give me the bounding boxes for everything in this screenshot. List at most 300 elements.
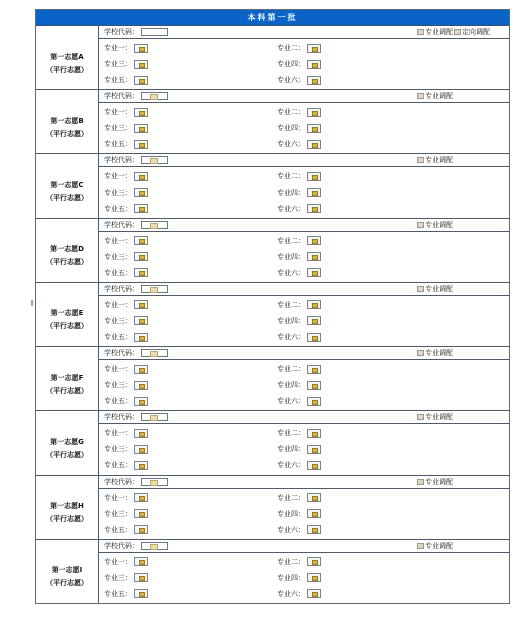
group-subtitle: （平行志愿） <box>46 579 88 588</box>
major-label: 专业六： <box>277 589 305 598</box>
major-field-4 <box>272 252 321 262</box>
adjust-checkbox-icon[interactable] <box>417 543 424 549</box>
volunteer-group <box>36 219 509 283</box>
volunteer-groups <box>36 26 509 603</box>
school-code-row <box>99 26 509 39</box>
adjust-checkbox-icon[interactable] <box>417 350 424 356</box>
group-label <box>36 154 99 217</box>
major-field-1 <box>99 300 272 310</box>
major-rows <box>99 103 509 153</box>
major-rows <box>99 296 509 346</box>
adjust-checkbox-icon[interactable] <box>417 479 424 485</box>
adjust-checkbox-icon[interactable] <box>417 29 424 35</box>
group-label <box>36 411 99 474</box>
group-subtitle: （平行志愿） <box>46 129 88 138</box>
major-field-4 <box>272 123 321 133</box>
adjust-options <box>417 348 453 358</box>
major-field-3 <box>99 123 272 133</box>
major-picker-icon[interactable] <box>307 188 321 197</box>
major-field-4 <box>272 444 321 454</box>
major-picker-icon[interactable] <box>134 461 148 470</box>
major-field-2 <box>272 428 321 438</box>
school-code-input[interactable] <box>141 413 168 421</box>
school-code-input[interactable] <box>141 542 168 550</box>
group-label <box>36 90 99 153</box>
major-field-1 <box>99 43 272 53</box>
major-field-5 <box>99 204 272 214</box>
major-picker-icon[interactable] <box>307 172 321 181</box>
major-row <box>99 427 509 439</box>
directed-checkbox-icon[interactable] <box>454 29 461 35</box>
major-field-6 <box>272 460 321 470</box>
major-field-3 <box>99 573 272 583</box>
major-label: 专业一： <box>104 365 132 374</box>
major-picker-icon[interactable] <box>307 300 321 309</box>
major-row <box>99 379 509 391</box>
group-fields <box>99 411 509 474</box>
group-subtitle: （平行志愿） <box>46 515 88 524</box>
major-label: 专业一： <box>104 236 132 245</box>
major-label: 专业四： <box>277 316 305 325</box>
major-picker-icon[interactable] <box>307 493 321 502</box>
major-label: 专业三： <box>104 60 132 69</box>
major-label: 专业五： <box>104 333 132 342</box>
major-label: 专业五： <box>104 589 132 598</box>
group-label <box>36 219 99 282</box>
major-row <box>99 187 509 199</box>
major-picker-icon[interactable] <box>307 60 321 69</box>
group-subtitle: （平行志愿） <box>46 65 88 74</box>
major-field-6 <box>272 204 321 214</box>
major-picker-icon[interactable] <box>134 573 148 582</box>
school-code-label: 学校代码： <box>104 477 139 486</box>
major-label: 专业一： <box>104 44 132 53</box>
major-label: 专业三： <box>104 381 132 390</box>
major-field-5 <box>99 139 272 149</box>
major-label: 专业三： <box>104 124 132 133</box>
school-code-label: 学校代码： <box>104 284 139 293</box>
group-title: 第一志愿E <box>50 309 84 318</box>
major-adjust-label: 专业调配 <box>425 28 453 36</box>
major-label: 专业六： <box>277 333 305 342</box>
major-picker-icon[interactable] <box>307 76 321 85</box>
adjust-checkbox-icon[interactable] <box>417 93 424 99</box>
major-field-5 <box>99 589 272 599</box>
major-field-1 <box>99 364 272 374</box>
major-field-6 <box>272 332 321 342</box>
major-picker-icon[interactable] <box>134 429 148 438</box>
school-code-input[interactable] <box>141 221 168 229</box>
major-picker-icon[interactable] <box>307 589 321 598</box>
group-fields <box>99 90 509 153</box>
major-field-6 <box>272 268 321 278</box>
adjust-options <box>417 155 453 165</box>
major-picker-icon[interactable] <box>307 573 321 582</box>
major-row <box>99 508 509 520</box>
school-code-row <box>99 283 509 296</box>
major-picker-icon[interactable] <box>307 108 321 117</box>
major-label: 专业二： <box>277 108 305 117</box>
major-rows <box>99 39 509 89</box>
school-code-input[interactable] <box>141 156 168 164</box>
major-field-1 <box>99 236 272 246</box>
group-title: 第一志愿H <box>50 502 84 511</box>
major-picker-icon[interactable] <box>307 252 321 261</box>
major-label: 专业四： <box>277 124 305 133</box>
major-picker-icon[interactable] <box>134 268 148 277</box>
group-title: 第一志愿B <box>50 116 84 125</box>
major-label: 专业一： <box>104 172 132 181</box>
major-row <box>99 459 509 471</box>
major-picker-icon[interactable] <box>134 381 148 390</box>
major-field-6 <box>272 525 321 535</box>
school-code-label: 学校代码： <box>104 220 139 229</box>
group-subtitle: （平行志愿） <box>46 322 88 331</box>
school-code-input[interactable] <box>141 92 168 100</box>
major-label: 专业四： <box>277 381 305 390</box>
major-label: 专业四： <box>277 188 305 197</box>
major-field-2 <box>272 300 321 310</box>
major-field-3 <box>99 316 272 326</box>
major-adjust-label: 专业调配 <box>425 477 453 486</box>
major-picker-icon[interactable] <box>307 445 321 454</box>
group-title: 第一志愿I <box>51 566 83 575</box>
major-row <box>99 74 509 86</box>
major-row <box>99 363 509 375</box>
volunteer-group <box>36 283 509 347</box>
major-field-2 <box>272 557 321 567</box>
school-code-row <box>99 411 509 424</box>
major-label: 专业六： <box>277 76 305 85</box>
major-row <box>99 492 509 504</box>
major-field-2 <box>272 43 321 53</box>
adjust-options <box>417 220 453 230</box>
page-edge-marker <box>31 300 33 306</box>
major-field-5 <box>99 525 272 535</box>
major-label: 专业五： <box>104 76 132 85</box>
major-label: 专业四： <box>277 573 305 582</box>
volunteer-group <box>36 347 509 411</box>
major-label: 专业五： <box>104 397 132 406</box>
major-label: 专业一： <box>104 493 132 502</box>
school-code-row <box>99 347 509 360</box>
adjust-checkbox-icon[interactable] <box>417 222 424 228</box>
group-label <box>36 283 99 346</box>
group-label <box>36 476 99 539</box>
major-label: 专业二： <box>277 300 305 309</box>
group-title: 第一志愿F <box>50 373 84 382</box>
major-rows <box>99 424 509 474</box>
volunteer-group <box>36 540 509 603</box>
group-subtitle: （平行志愿） <box>46 258 88 267</box>
major-picker-icon[interactable] <box>134 236 148 245</box>
major-row <box>99 170 509 182</box>
major-label: 专业五： <box>104 204 132 213</box>
major-field-5 <box>99 75 272 85</box>
major-label: 专业三： <box>104 252 132 261</box>
major-label: 专业四： <box>277 60 305 69</box>
major-picker-icon[interactable] <box>307 461 321 470</box>
group-label <box>36 26 99 89</box>
school-code-input[interactable] <box>141 478 168 486</box>
major-row <box>99 395 509 407</box>
major-row <box>99 331 509 343</box>
major-picker-icon[interactable] <box>134 509 148 518</box>
major-label: 专业二： <box>277 236 305 245</box>
school-code-label: 学校代码： <box>104 92 139 101</box>
major-field-2 <box>272 493 321 503</box>
major-field-5 <box>99 460 272 470</box>
major-picker-icon[interactable] <box>134 76 148 85</box>
major-adjust-label: 专业调配 <box>425 220 453 229</box>
major-label: 专业六： <box>277 461 305 470</box>
major-field-6 <box>272 396 321 406</box>
adjust-options <box>417 91 453 101</box>
major-label: 专业三： <box>104 316 132 325</box>
major-row <box>99 138 509 150</box>
major-field-5 <box>99 268 272 278</box>
group-fields <box>99 476 509 539</box>
major-rows <box>99 489 509 539</box>
major-picker-icon[interactable] <box>134 204 148 213</box>
major-field-3 <box>99 252 272 262</box>
adjust-checkbox-icon[interactable] <box>417 414 424 420</box>
major-picker-icon[interactable] <box>134 397 148 406</box>
major-field-4 <box>272 316 321 326</box>
major-row <box>99 299 509 311</box>
major-field-3 <box>99 444 272 454</box>
major-label: 专业二： <box>277 44 305 53</box>
major-rows <box>99 360 509 410</box>
major-label: 专业六： <box>277 140 305 149</box>
major-label: 专业一： <box>104 429 132 438</box>
group-fields <box>99 540 509 603</box>
major-picker-icon[interactable] <box>307 397 321 406</box>
major-label: 专业二： <box>277 557 305 566</box>
adjust-options <box>417 284 453 294</box>
major-label: 专业一： <box>104 108 132 117</box>
major-row <box>99 122 509 134</box>
major-row <box>99 235 509 247</box>
group-subtitle: （平行志愿） <box>46 194 88 203</box>
major-field-2 <box>272 364 321 374</box>
major-field-2 <box>272 171 321 181</box>
major-row <box>99 251 509 263</box>
major-label: 专业五： <box>104 461 132 470</box>
major-picker-icon[interactable] <box>134 589 148 598</box>
major-field-6 <box>272 75 321 85</box>
group-subtitle: （平行志愿） <box>46 450 88 459</box>
major-adjust-label: 专业调配 <box>425 413 453 422</box>
major-adjust-label: 专业调配 <box>425 92 453 101</box>
major-adjust-label: 专业调配 <box>425 156 453 165</box>
school-code-row <box>99 90 509 103</box>
major-picker-icon[interactable] <box>134 316 148 325</box>
major-field-5 <box>99 396 272 406</box>
major-picker-icon[interactable] <box>307 429 321 438</box>
major-field-2 <box>272 236 321 246</box>
major-field-1 <box>99 557 272 567</box>
major-row <box>99 315 509 327</box>
major-field-4 <box>272 380 321 390</box>
volunteer-group <box>36 411 509 475</box>
group-title: 第一志愿A <box>50 52 84 61</box>
major-picker-icon[interactable] <box>134 445 148 454</box>
major-picker-icon[interactable] <box>307 124 321 133</box>
major-picker-icon[interactable] <box>134 124 148 133</box>
school-code-label: 学校代码： <box>104 28 139 36</box>
major-label: 专业六： <box>277 268 305 277</box>
school-code-row <box>99 219 509 232</box>
major-picker-icon[interactable] <box>307 381 321 390</box>
major-field-1 <box>99 493 272 503</box>
major-label: 专业三： <box>104 188 132 197</box>
adjust-options <box>417 412 453 422</box>
major-field-4 <box>272 573 321 583</box>
major-field-3 <box>99 509 272 519</box>
major-picker-icon[interactable] <box>134 172 148 181</box>
major-row <box>99 106 509 118</box>
group-fields <box>99 26 509 89</box>
school-code-label: 学校代码： <box>104 156 139 165</box>
volunteer-group <box>36 154 509 218</box>
major-label: 专业四： <box>277 252 305 261</box>
major-picker-icon[interactable] <box>134 525 148 534</box>
major-label: 专业二： <box>277 493 305 502</box>
directed-adjust-label: 定向调配 <box>462 28 490 36</box>
group-fields <box>99 154 509 217</box>
major-row <box>99 443 509 455</box>
major-row <box>99 42 509 54</box>
major-picker-icon[interactable] <box>134 493 148 502</box>
batch-title: 本科第一批 <box>36 10 509 26</box>
adjust-options <box>417 27 490 37</box>
major-label: 专业五： <box>104 140 132 149</box>
group-subtitle: （平行志愿） <box>46 386 88 395</box>
major-picker-icon[interactable] <box>307 557 321 566</box>
major-picker-icon[interactable] <box>134 333 148 342</box>
school-code-input[interactable] <box>141 28 168 36</box>
volunteer-group <box>36 26 509 90</box>
major-label: 专业六： <box>277 397 305 406</box>
major-row <box>99 203 509 215</box>
major-field-1 <box>99 428 272 438</box>
group-title: 第一志愿C <box>50 181 84 190</box>
major-label: 专业三： <box>104 509 132 518</box>
major-label: 专业五： <box>104 268 132 277</box>
major-picker-icon[interactable] <box>134 365 148 374</box>
group-title: 第一志愿D <box>50 245 84 254</box>
major-field-6 <box>272 139 321 149</box>
major-picker-icon[interactable] <box>134 108 148 117</box>
major-rows <box>99 553 509 603</box>
major-label: 专业四： <box>277 445 305 454</box>
major-row <box>99 267 509 279</box>
major-label: 专业四： <box>277 509 305 518</box>
major-field-1 <box>99 107 272 117</box>
major-rows <box>99 167 509 217</box>
major-picker-icon[interactable] <box>307 44 321 53</box>
major-label: 专业二： <box>277 365 305 374</box>
major-picker-icon[interactable] <box>307 525 321 534</box>
major-picker-icon[interactable] <box>134 252 148 261</box>
major-adjust-label: 专业调配 <box>425 349 453 358</box>
group-title: 第一志愿G <box>50 437 84 446</box>
major-row <box>99 572 509 584</box>
adjust-options <box>417 477 453 487</box>
major-picker-icon[interactable] <box>134 300 148 309</box>
major-label: 专业二： <box>277 429 305 438</box>
major-adjust-label: 专业调配 <box>425 284 453 293</box>
school-code-label: 学校代码： <box>104 413 139 422</box>
major-field-4 <box>272 59 321 69</box>
major-row <box>99 588 509 600</box>
school-code-row <box>99 540 509 553</box>
major-picker-icon[interactable] <box>134 557 148 566</box>
group-fields <box>99 283 509 346</box>
major-picker-icon[interactable] <box>134 60 148 69</box>
major-row <box>99 556 509 568</box>
volunteer-group <box>36 90 509 154</box>
group-label <box>36 540 99 603</box>
adjust-checkbox-icon[interactable] <box>417 157 424 163</box>
major-picker-icon[interactable] <box>307 333 321 342</box>
major-label: 专业三： <box>104 445 132 454</box>
major-label: 专业一： <box>104 557 132 566</box>
major-picker-icon[interactable] <box>307 365 321 374</box>
major-field-4 <box>272 509 321 519</box>
school-code-row <box>99 476 509 489</box>
major-label: 专业六： <box>277 525 305 534</box>
major-field-3 <box>99 380 272 390</box>
major-adjust-label: 专业调配 <box>425 541 453 550</box>
major-field-3 <box>99 188 272 198</box>
school-code-input[interactable] <box>141 349 168 357</box>
major-field-6 <box>272 589 321 599</box>
major-label: 专业六： <box>277 204 305 213</box>
major-rows <box>99 232 509 282</box>
major-picker-icon[interactable] <box>134 140 148 149</box>
major-field-5 <box>99 332 272 342</box>
school-code-row <box>99 154 509 167</box>
major-picker-icon[interactable] <box>134 188 148 197</box>
school-code-label: 学校代码： <box>104 349 139 358</box>
group-label <box>36 347 99 410</box>
adjust-checkbox-icon[interactable] <box>417 286 424 292</box>
school-code-input[interactable] <box>141 285 168 293</box>
major-picker-icon[interactable] <box>134 44 148 53</box>
major-picker-icon[interactable] <box>307 236 321 245</box>
major-picker-icon[interactable] <box>307 316 321 325</box>
volunteer-group <box>36 476 509 540</box>
major-picker-icon[interactable] <box>307 140 321 149</box>
major-label: 专业一： <box>104 300 132 309</box>
school-code-label: 学校代码： <box>104 541 139 550</box>
major-field-1 <box>99 171 272 181</box>
volunteer-form-table <box>35 9 510 604</box>
major-label: 专业三： <box>104 573 132 582</box>
major-field-4 <box>272 188 321 198</box>
major-field-3 <box>99 59 272 69</box>
major-picker-icon[interactable] <box>307 268 321 277</box>
adjust-options <box>417 541 453 551</box>
group-fields <box>99 347 509 410</box>
major-field-2 <box>272 107 321 117</box>
major-picker-icon[interactable] <box>307 509 321 518</box>
major-label: 专业二： <box>277 172 305 181</box>
major-picker-icon[interactable] <box>307 204 321 213</box>
group-fields <box>99 219 509 282</box>
